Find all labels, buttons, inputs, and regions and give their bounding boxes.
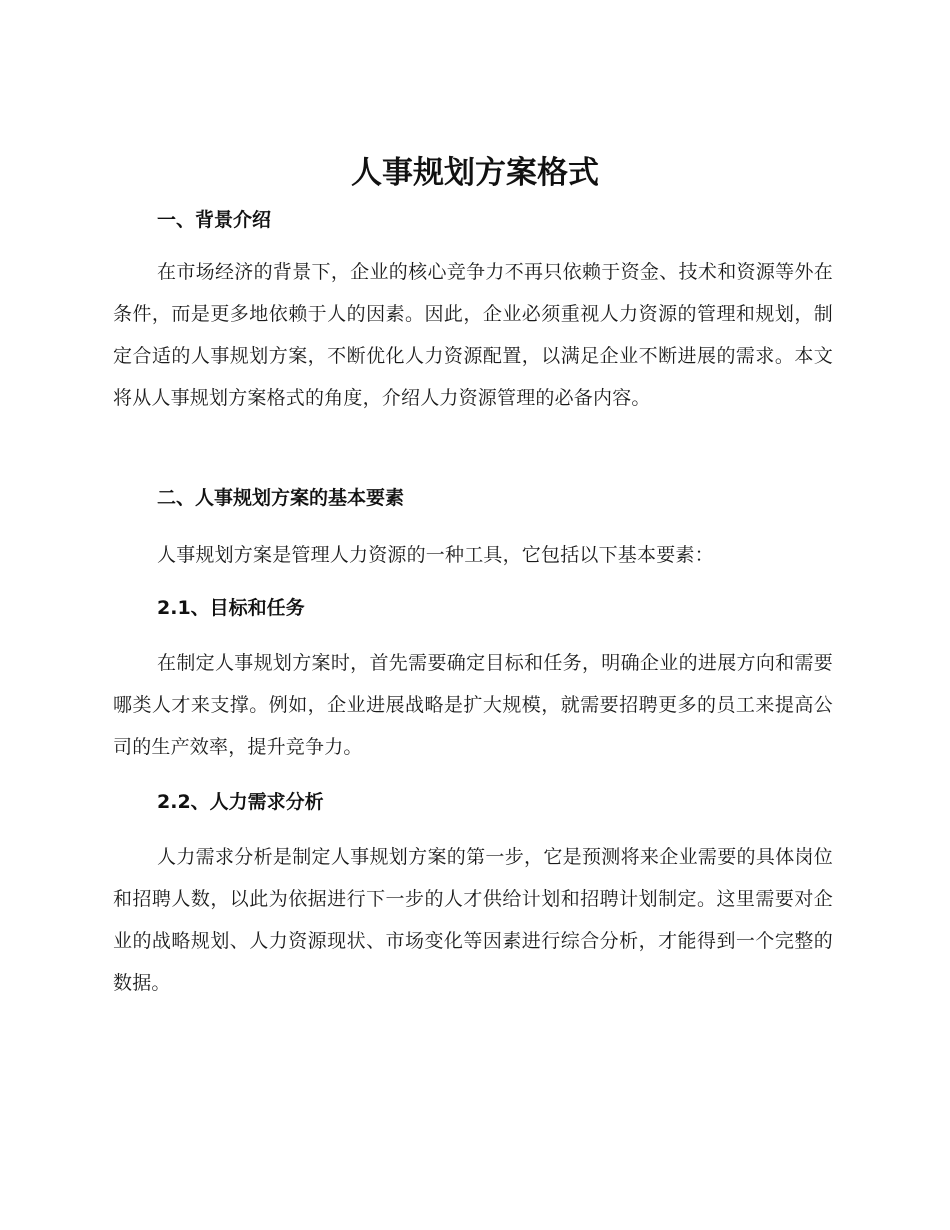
section-paragraph-background: 在市场经济的背景下，企业的核心竞争力不再只依赖于资金、技术和资源等外在条件，而是更多地依赖于人的因素。因此，企业必须重视人力资源的管理和规划，制定合适的人事规划方案，不断优化人力资源配置，以满足企业不断进展的需求。本文将从人事规划方案格式的角度，介绍人力资源管理的必备内容。 [113, 261, 833, 409]
section-intro-basic-elements: 人事规划方案是管理人力资源的一种工具，它包括以下基本要素： [157, 544, 714, 566]
subsection-heading-demand-analysis: 2.2、人力需求分析 [157, 791, 324, 813]
section-heading-basic-elements: 二、人事规划方案的基本要素 [157, 487, 405, 509]
section-heading-background: 一、背景介绍 [157, 209, 272, 231]
document-title: 人事规划方案格式 [351, 155, 599, 191]
subsection-paragraph-demand-analysis: 人力需求分析是制定人事规划方案的第一步，它是预测将来企业需要的具体岗位和招聘人数，以此为依据进行下一步的人才供给计划和招聘计划制定。这里需要对企业的战略规划、人力资源现状、市场变化等因素进行综合分析，才能得到一个完整的数据。 [113, 846, 833, 994]
subsection-heading-goals-tasks: 2.1、目标和任务 [157, 597, 305, 619]
subsection-paragraph-goals-tasks: 在制定人事规划方案时，首先需要确定目标和任务，明确企业的进展方向和需要哪类人才来支撑。例如，企业进展战略是扩大规模，就需要招聘更多的员工来提高公司的生产效率，提升竞争力。 [113, 652, 833, 758]
